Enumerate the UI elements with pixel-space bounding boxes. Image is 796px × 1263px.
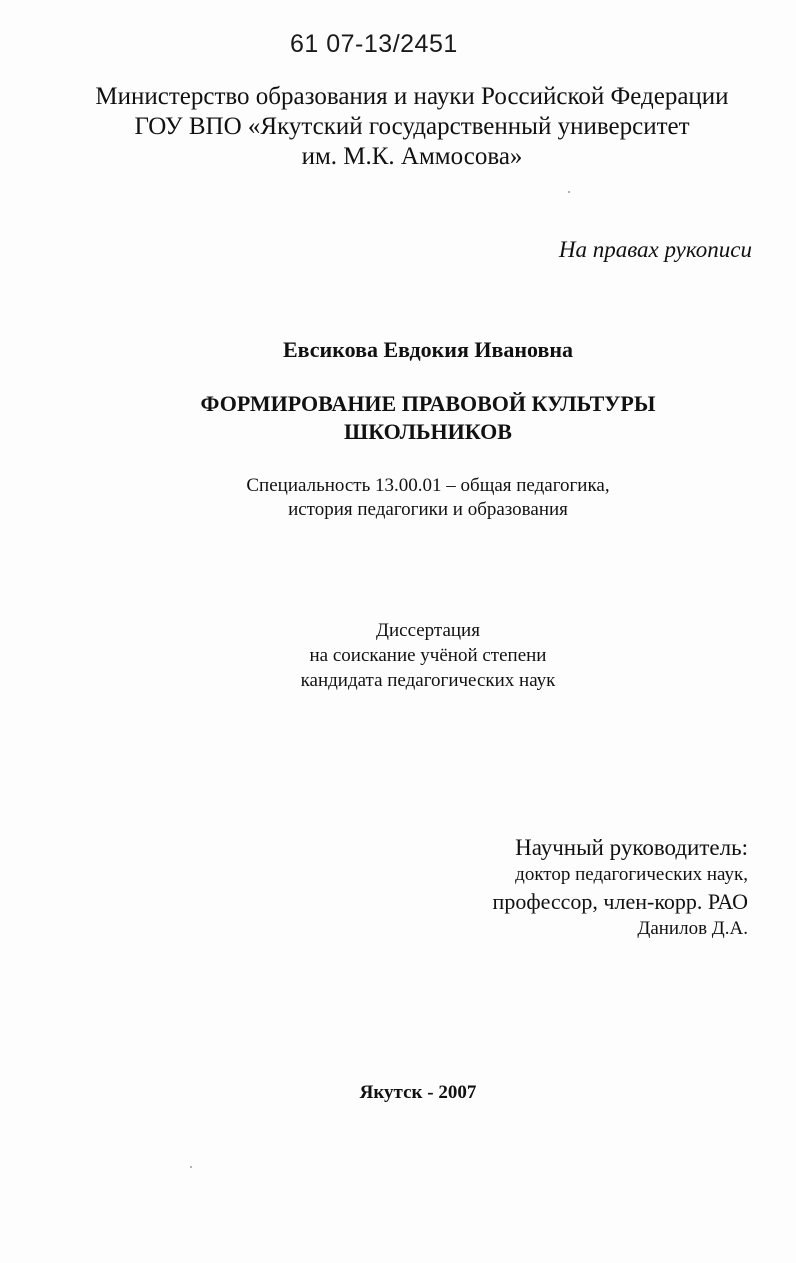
institution-named-after: им. М.К. Аммосова» (301, 143, 523, 170)
dissertation-line-2: на соискание учёной степени (309, 645, 547, 666)
supervisor-heading: Научный руководитель: (515, 835, 748, 860)
scan-speck (568, 191, 570, 193)
author-name: Евсикова Евдокия Ивановна (282, 337, 574, 362)
institution-ministry: Министерство образования и науки Российской Федерации (95, 83, 729, 110)
supervisor-position: профессор, член-корр. РАО (492, 889, 748, 914)
thesis-title (0, 390, 796, 446)
thesis-title-line-1: ФОРМИРОВАНИЕ ПРАВОВОЙ КУЛЬТУРЫ (200, 391, 656, 416)
archive-stamp-number: 61 07-13/2451 (290, 30, 458, 58)
supervisor-block (493, 834, 748, 942)
dissertation-block (0, 618, 796, 693)
thesis-title-line-2: ШКОЛЬНИКОВ (344, 419, 512, 444)
city-year: Якутск - 2007 (359, 1082, 477, 1103)
institution-university: ГОУ ВПО «Якутский государственный университет (134, 113, 690, 140)
supervisor-name: Данилов Д.А. (637, 918, 748, 939)
supervisor-degree: доктор педагогических наук, (515, 864, 748, 885)
specialty-line-1: Специальность 13.00.01 – общая педагогика, (246, 475, 610, 496)
specialty-line-2: история педагогики и образования (288, 499, 568, 520)
specialty-block (0, 474, 796, 522)
dissertation-line-3: кандидата педагогических наук (300, 670, 556, 691)
manuscript-note: На правах рукописи (558, 237, 752, 262)
institution-block (0, 82, 796, 172)
dissertation-line-1: Диссертация (376, 620, 480, 641)
scan-speck (190, 1166, 192, 1168)
